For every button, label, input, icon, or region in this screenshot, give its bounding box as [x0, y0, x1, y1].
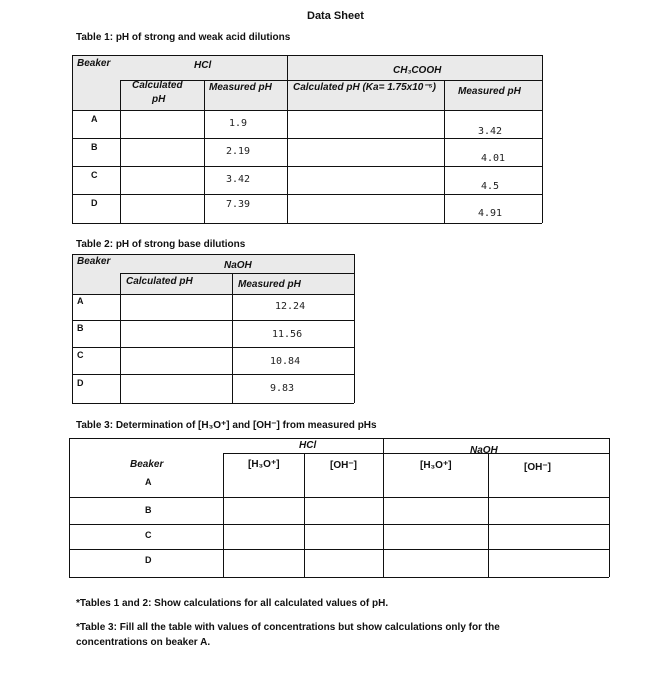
- table2-row-d-label: D: [77, 378, 84, 388]
- table2-beaker-header: Beaker: [77, 256, 111, 267]
- table1-calc-ph-header: Calculated: [132, 80, 183, 91]
- note-table-3: *Table 3: Fill all the table with values of concentrations but show calculations only for the concentrations on beaker A.: [76, 622, 500, 648]
- table1-weak-measured-a: 3.42: [478, 126, 503, 137]
- table3-hcl-h3o-header: [H₃O⁺]: [248, 459, 280, 470]
- table2-calc-ph-header: Calculated pH: [126, 276, 193, 287]
- table3-row-d-label: D: [145, 555, 152, 565]
- table2-row-b-label: B: [77, 323, 84, 333]
- table1-row-a-label: A: [91, 114, 98, 124]
- table2-naoh-header: NaOH: [224, 260, 252, 271]
- table2-row-c-label: C: [77, 350, 84, 360]
- table2-measured-d: 9.83: [270, 383, 295, 394]
- table1-row-d-label: D: [91, 198, 98, 208]
- table3-row-c-label: C: [145, 530, 152, 540]
- table1-hcl-measured-a: 1.9: [229, 118, 248, 129]
- table1-hcl-measured-b: 2.19: [226, 146, 251, 157]
- table1-row-c-label: C: [91, 170, 98, 180]
- table1-measured-ph-header: Measured pH: [209, 82, 272, 93]
- page-title: Data Sheet: [307, 10, 364, 22]
- table1-hcl-measured-d: 7.39: [226, 199, 251, 210]
- table1-hcl-measured-c: 3.42: [226, 174, 251, 185]
- table2-measured-ph-header: Measured pH: [238, 279, 301, 290]
- table3-caption: Table 3: Determination of [H₃O⁺] and [OH⁻] from measured pHs: [76, 420, 377, 431]
- table3-row-b-label: B: [145, 505, 152, 515]
- table1-acetic-header: CH₃COOH: [393, 65, 442, 76]
- table2-measured-a: 12.24: [275, 301, 306, 312]
- table3-hcl-oh-header: [OH⁻]: [330, 460, 357, 471]
- table2-row-a-label: A: [77, 296, 84, 306]
- table2-measured-b: 11.56: [272, 329, 303, 340]
- table3-row-a-label: A: [145, 477, 152, 487]
- table1-weak-measured-c: 4.5: [481, 181, 500, 192]
- table3-naoh-h3o-header: [H₃O⁺]: [420, 460, 452, 471]
- table1-beaker-header: Beaker: [77, 58, 111, 69]
- table3-hcl-header: HCl: [299, 440, 317, 451]
- table1-weak-calc-header: Calculated pH (Ka= 1.75x10⁻⁵): [293, 82, 437, 93]
- table2-header-shade: [72, 254, 354, 294]
- table1-caption: Table 1: pH of strong and weak acid dilutions: [76, 32, 291, 43]
- table3-naoh-oh-header: [OH⁻]: [524, 462, 551, 473]
- table2-caption: Table 2: pH of strong base dilutions: [76, 239, 246, 250]
- table1-hcl-header: HCl: [194, 60, 212, 71]
- table1-row-b-label: B: [91, 142, 98, 152]
- table1-weak-measured-d: 4.91: [478, 208, 503, 219]
- table2-measured-c: 10.84: [270, 356, 301, 367]
- table3-naoh-header: NaOH: [470, 445, 498, 456]
- table3-beaker-header: Beaker: [130, 459, 164, 470]
- table1-weak-measured-b: 4.01: [481, 153, 506, 164]
- table1-calc-ph-header-2: pH: [152, 94, 166, 105]
- note-tables-1-2: *Tables 1 and 2: Show calculations for all calculated values of pH.: [76, 598, 389, 609]
- table1-weak-measured-header: Measured pH: [458, 86, 521, 97]
